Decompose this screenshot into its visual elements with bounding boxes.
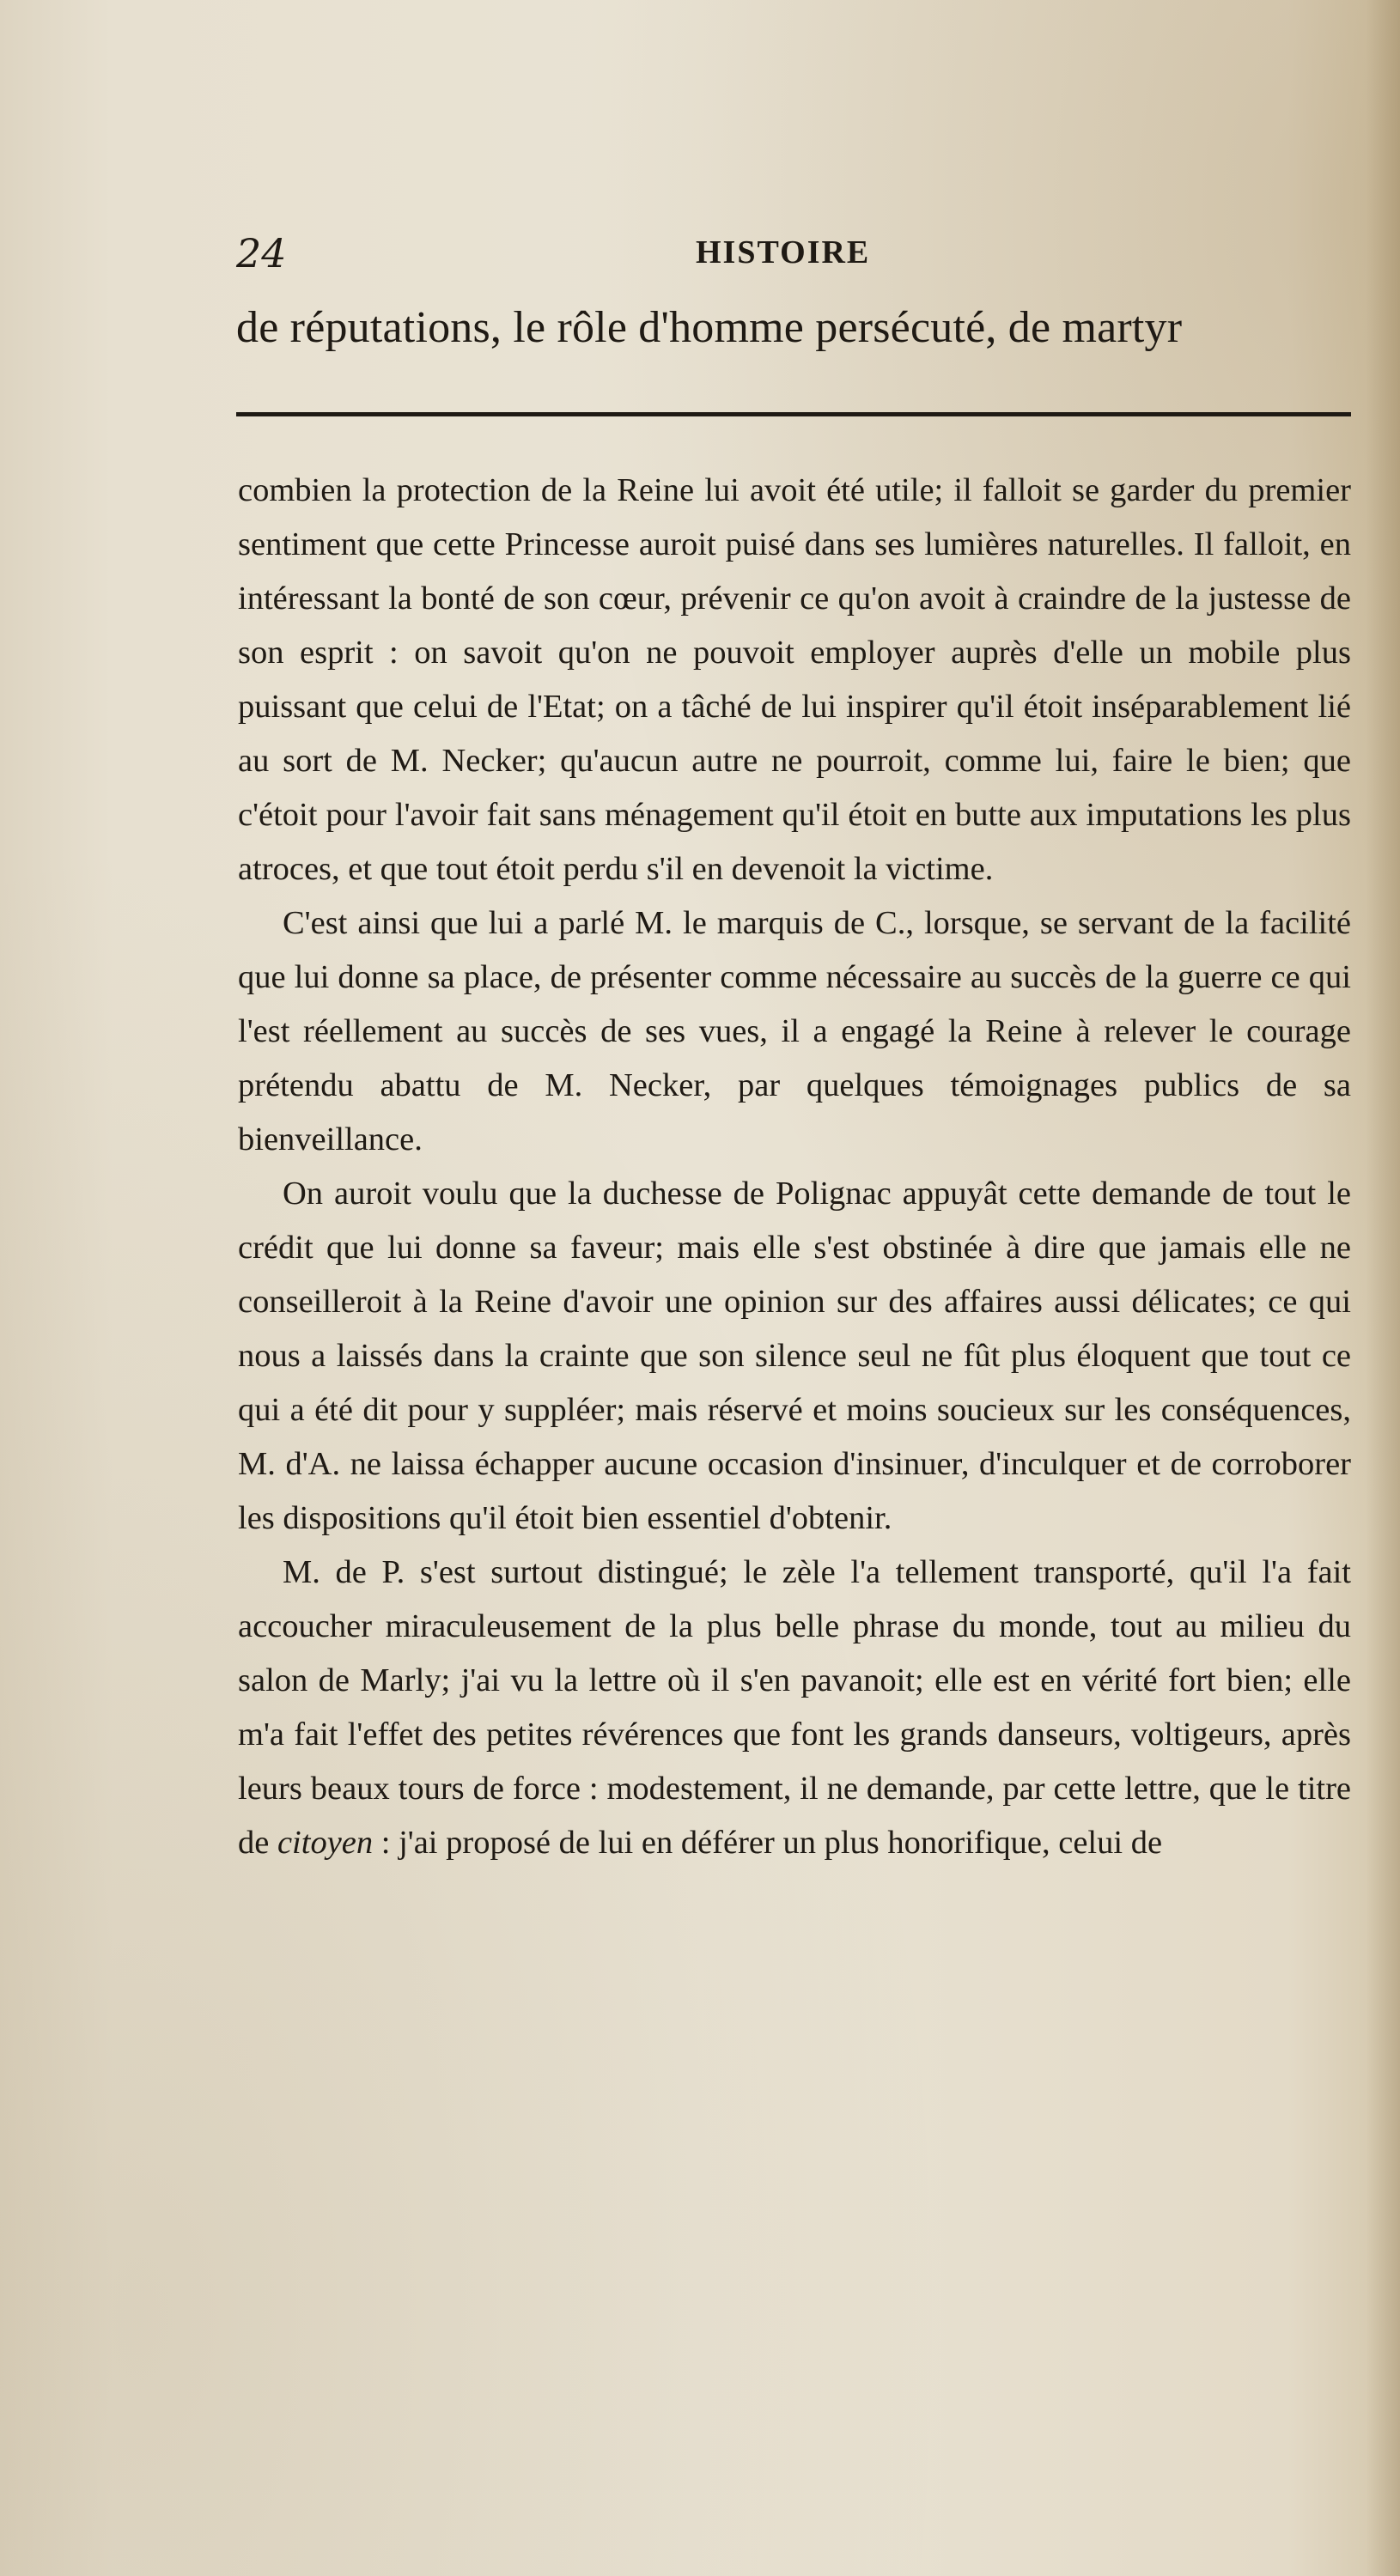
running-head (236, 230, 1353, 282)
paragraph-4-text: M. de P. s'est surtout distingué; le zèle l'a tellement transporté, qu'il l'a fait accoucher miraculeusement de la plus belle phrase du monde, tout au milieu du salon de Marly; j'ai vu la lettre où il s'en pavanoit; elle est en vérité fort bien; elle m'a fait l'effet des petites révérences que font les grands danseurs, voltigeurs, après leurs beaux tours de force : modestement, il ne demande, par cette lettre, que le titre de (238, 1554, 1351, 1861)
paragraph-2: C'est ainsi que lui a parlé M. le marquis de C., lorsque, se servant de la facilité que lui donne sa place, de présenter comme nécessaire au succès de la guerre ce qui l'est réellement au succès de ses vues, il a engagé la Reine à relever le courage prétendu abattu de M. Necker, par quelques témoignages publics de sa bienveillance. (238, 905, 1351, 1157)
paragraph-4-after: : j'ai proposé de lui en déférer un plus honorifique, celui de (373, 1825, 1163, 1861)
body-text (238, 464, 1351, 1870)
paragraph-1: combien la protection de la Reine lui avoit été utile; il falloit se garder du premier sentiment que cette Princesse auroit puisé dans ses lumières naturelles. Il falloit, en intéressant la bonté de son cœur, prévenir ce qu'on avoit à craindre de la justesse de son esprit : on savoit qu'on ne pouvoit employer auprès d'elle un mobile plus puissant que celui de l'Etat; on a tâché de lui inspirer qu'il étoit inséparablement lié au sort de M. Necker; qu'aucun autre ne pourroit, comme lui, faire le bien; que c'étoit pour l'avoir fait sans ménagement qu'il étoit en butte aux imputations les plus atroces, et que tout étoit perdu s'il en devenoit la victime. (238, 472, 1351, 887)
paragraph-4 (238, 1546, 1351, 1870)
paragraph-3: On auroit voulu que la duchesse de Polignac appuyât cette demande de tout le crédit que lui donne sa faveur; mais elle s'est obstinée à dire que jamais elle ne conseilleroit à la Reine d'avoir une opinion sur des affaires aussi délicates; ce qui nous a laissés dans la crainte que son silence seul ne fût plus éloquent que tout ce qui a été dit pour y suppléer; mais réservé et moins soucieux sur les conséquences, M. d'A. ne laissa échapper aucune occasion d'insinuer, d'inculquer et de corroborer les dispositions qu'il étoit bien essentiel d'obtenir. (238, 1176, 1351, 1536)
horizontal-rule (236, 412, 1351, 416)
catchline: de réputations, le rôle d'homme persécuté, de martyr (236, 303, 1183, 352)
page-number: 24 (236, 230, 287, 276)
running-title: HISTOIRE (696, 234, 871, 270)
italic-word: citoyen (277, 1825, 374, 1861)
